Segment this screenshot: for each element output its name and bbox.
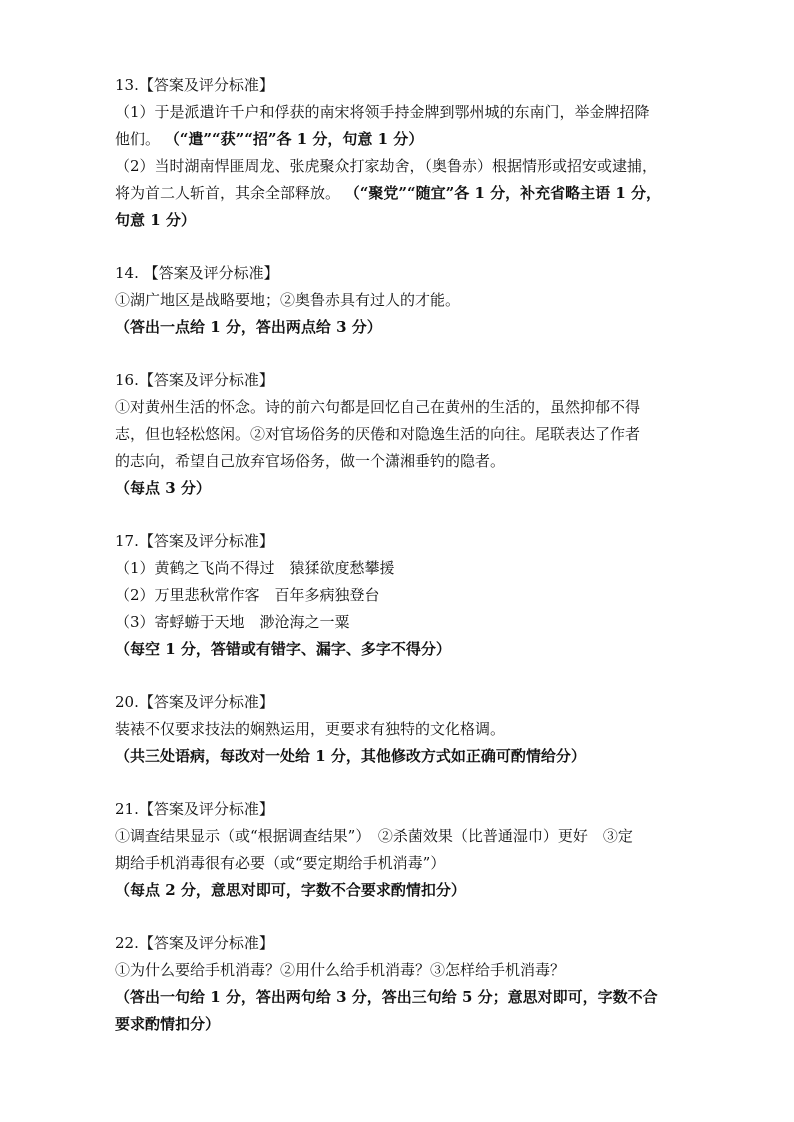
scoring-note: （共三处语病，每改对一处给 1 分，其他修改方式如正确可酌情给分） [115, 747, 586, 765]
scoring-note-line [115, 636, 684, 663]
text-run: （1）黄鹤之飞尚不得过 猿猱欲度愁攀援 [115, 559, 395, 577]
section-heading [115, 260, 684, 287]
answer-line [115, 716, 684, 743]
scoring-note: （“遣”“获”“招”各 1 分，句意 1 分） [164, 130, 424, 148]
scoring-note-line [115, 475, 684, 502]
text-run: 21.【答案及评分标准】 [115, 800, 274, 818]
answer-line [115, 99, 684, 126]
text-run: 将为首二人斩首，其余全部释放。 [115, 184, 345, 202]
text-run: （3）寄蜉蝣于天地 渺沧海之一粟 [115, 613, 350, 631]
answer-section-22 [115, 930, 684, 1038]
section-heading [115, 796, 684, 823]
answer-line [115, 609, 684, 636]
section-heading [115, 367, 684, 394]
text-run: 他们。 [115, 130, 165, 148]
scoring-note-line [115, 314, 684, 341]
scoring-note: 句意 1 分） [115, 211, 196, 229]
answer-line [115, 287, 684, 314]
scoring-note: （每点 2 分，意思对即可，字数不合要求酌情扣分） [115, 881, 466, 899]
scoring-note: （答出一句给 1 分，答出两句给 3 分，答出三句给 5 分；意思对即可，字数不合 [115, 988, 658, 1006]
scoring-note: （每点 3 分） [115, 479, 211, 497]
text-run: 期给手机消毒很有必要（或“要定期给手机消毒”） [115, 854, 446, 872]
answer-section-16 [115, 367, 684, 502]
answer-line [115, 582, 684, 609]
text-run: 14. 【答案及评分标准】 [115, 264, 279, 282]
scoring-note-line [115, 743, 684, 770]
text-run: 16.【答案及评分标准】 [115, 371, 274, 389]
scoring-note-line [115, 207, 684, 234]
text-run: ①湖广地区是战略要地；②奥鲁赤具有过人的才能。 [115, 291, 461, 309]
answer-section-13 [115, 72, 684, 234]
answer-line [115, 555, 684, 582]
text-run: 13.【答案及评分标准】 [115, 76, 274, 94]
answer-section-21 [115, 796, 684, 904]
scoring-note: （“聚党”“随宜”各 1 分，补充省略主语 1 分， [344, 184, 662, 202]
text-run: 20.【答案及评分标准】 [115, 693, 274, 711]
text-run: 22.【答案及评分标准】 [115, 934, 274, 952]
answer-line [115, 850, 684, 877]
answer-section-17 [115, 528, 684, 663]
text-run: ①调查结果显示（或“根据调查结果”） ②杀菌效果（比普通湿巾）更好 ③定 [115, 827, 633, 845]
answer-line [115, 448, 684, 475]
scoring-note: 要求酌情扣分） [115, 1015, 221, 1033]
section-heading [115, 72, 684, 99]
section-heading [115, 528, 684, 555]
answer-line [115, 421, 684, 448]
answer-line [115, 180, 684, 207]
scoring-note-line [115, 877, 684, 904]
section-heading [115, 689, 684, 716]
answer-section-20 [115, 689, 684, 770]
text-run: （1）于是派遣许千户和俘获的南宋将领手持金牌到鄂州城的东南门，举金牌招降 [115, 103, 650, 121]
text-run: （2）当时湖南悍匪周龙、张虎聚众打家劫舍，（奥鲁赤）根据情形或招安或逮捕， [115, 157, 658, 175]
scoring-note-line [115, 984, 684, 1011]
answer-line [115, 823, 684, 850]
text-run: ①对黄州生活的怀念。诗的前六句都是回忆自己在黄州的生活的，虽然抑郁不得 [115, 398, 641, 416]
text-run: 17.【答案及评分标准】 [115, 532, 274, 550]
answer-line [115, 153, 684, 180]
text-run: 志，但也轻松悠闲。②对官场俗务的厌倦和对隐逸生活的向往。尾联表达了作者 [115, 425, 641, 443]
section-heading [115, 930, 684, 957]
scoring-note: （每空 1 分，答错或有错字、漏字、多字不得分） [115, 640, 451, 658]
text-run: （2）万里悲秋常作客 百年多病独登台 [115, 586, 380, 604]
answer-line [115, 126, 684, 153]
scoring-note: （答出一点给 1 分，答出两点给 3 分） [115, 318, 382, 336]
answer-section-14 [115, 260, 684, 341]
text-run: 的志向，希望自己放弃官场俗务，做一个潇湘垂钓的隐者。 [115, 452, 506, 470]
text-run: 装裱不仅要求技法的娴熟运用，更要求有独特的文化格调。 [115, 720, 506, 738]
answer-line [115, 957, 684, 984]
answer-line [115, 394, 684, 421]
scoring-note-line [115, 1011, 684, 1038]
text-run: ①为什么要给手机消毒？②用什么给手机消毒？③怎样给手机消毒？ [115, 961, 566, 979]
